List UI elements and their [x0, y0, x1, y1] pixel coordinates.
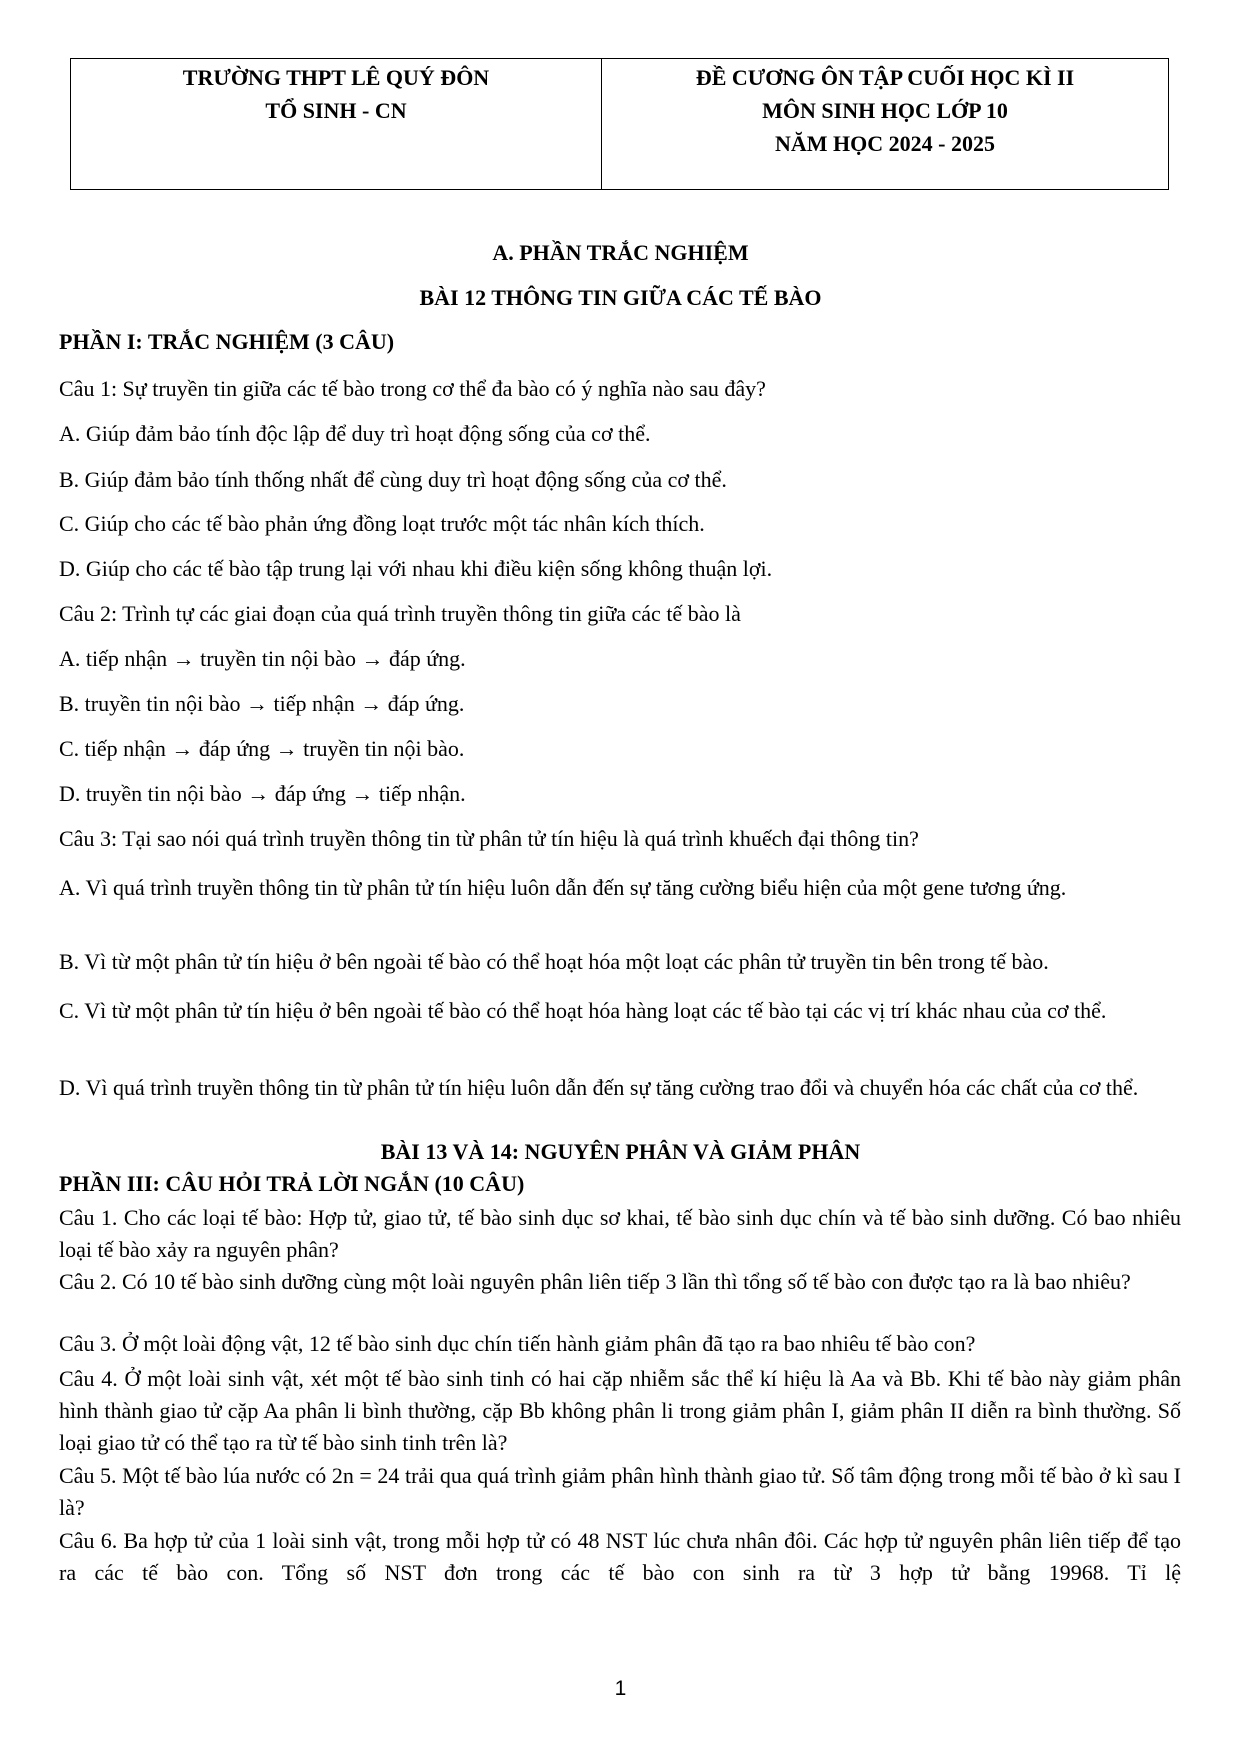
lesson13-q6: Câu 6. Ba hợp tử của 1 loài sinh vật, trong mỗi hợp tử có 48 NST lúc chưa nhân đôi. Các hợp tử nguyên phân liên tiếp để tạo ra các tế bào con. Tổng số NST đơn trong các tế bào con sinh ra từ 3 hợp tử bằng 19968. Tỉ lệ	[59, 1528, 1181, 1585]
school-year: NĂM HỌC 2024 - 2025	[775, 131, 995, 156]
lesson12-q3-option-b: B. Vì từ một phân tử tín hiệu ở bên ngoài tế bào có thể hoạt hóa một loạt các phân tử truyền tin bên trong tế bào.	[59, 949, 1049, 974]
lesson12-q3-option-d: D. Vì quá trình truyền thông tin từ phân tử tín hiệu luôn dẫn đến sự tăng cường trao đổi và chuyển hóa các chất của cơ thể.	[59, 1075, 1139, 1100]
header-title-cell	[602, 59, 1168, 189]
lesson12-q2-option-a: A. tiếp nhận → truyền tin nội bào → đáp ứng.	[59, 646, 466, 671]
header-school-cell	[71, 59, 602, 189]
lesson12-part-title: PHẦN I: TRẮC NGHIỆM (3 CÂU)	[59, 329, 395, 354]
section-a-heading: A. PHẦN TRẮC NGHIỆM	[492, 240, 749, 265]
subject-title: MÔN SINH HỌC LỚP 10	[762, 98, 1008, 123]
lesson13-q3: Câu 3. Ở một loài động vật, 12 tế bào sinh dục chín tiến hành giảm phân đã tạo ra bao nhiêu tế bào con?	[59, 1331, 976, 1356]
lesson12-q2-option-d: D. truyền tin nội bào → đáp ứng → tiếp nhận.	[59, 781, 466, 806]
lesson12-q1-option-d: D. Giúp cho các tế bào tập trung lại với nhau khi điều kiện sống không thuận lợi.	[59, 556, 773, 581]
lesson12-q3-option-a: A. Vì quá trình truyền thông tin từ phân tử tín hiệu luôn dẫn đến sự tăng cường biểu hiện của một gene tương ứng.	[59, 875, 1067, 900]
lesson12-q2-stem: Câu 2: Trình tự các giai đoạn của quá trình truyền thông tin giữa các tế bào là	[59, 601, 741, 626]
lesson13-q1: Câu 1. Cho các loại tế bào: Hợp tử, giao tử, tế bào sinh dục sơ khai, tế bào sinh dục chín và tế bào sinh dưỡng. Có bao nhiêu loại tế bào xảy ra nguyên phân?	[59, 1205, 1181, 1262]
department-name: TỔ SINH - CN	[265, 98, 407, 123]
lesson13-title: BÀI 13 VÀ 14: NGUYÊN PHÂN VÀ GIẢM PHÂN	[380, 1139, 861, 1164]
lesson13-q5: Câu 5. Một tế bào lúa nước có 2n = 24 trải qua quá trình giảm phân hình thành giao tử. Số tâm động trong mỗi tế bào ở kì sau I là?	[59, 1463, 1181, 1520]
lesson13-q2: Câu 2. Có 10 tế bào sinh dưỡng cùng một loài nguyên phân liên tiếp 3 lần thì tổng số tế bào con được tạo ra là bao nhiêu?	[59, 1269, 1131, 1294]
lesson12-q1-option-b: B. Giúp đảm bảo tính thống nhất để cùng duy trì hoạt động sống của cơ thể.	[59, 467, 727, 492]
lesson12-q1-option-c: C. Giúp cho các tế bào phản ứng đồng loạt trước một tác nhân kích thích.	[59, 511, 705, 536]
lesson13-q4: Câu 4. Ở một loài sinh vật, xét một tế bào sinh tinh có hai cặp nhiễm sắc thể kí hiệu là Aa và Bb. Khi tế bào này giảm phân hình thành giao tử cặp Aa phân li bình thường, cặp Bb không phân li trong giảm phân I, giảm phân II diễn ra bình thường. Số loại giao tử có thể tạo ra từ tế bào sinh tinh trên là?	[59, 1366, 1181, 1455]
lesson12-q3-stem: Câu 3: Tại sao nói quá trình truyền thông tin từ phân tử tín hiệu là quá trình khuếch đại thông tin?	[59, 826, 919, 851]
lesson12-q2-option-c: C. tiếp nhận → đáp ứng → truyền tin nội bào.	[59, 736, 465, 761]
lesson13-part-title: PHẦN III: CÂU HỎI TRẢ LỜI NGẮN (10 CÂU)	[59, 1171, 525, 1196]
header-table	[70, 58, 1169, 190]
lesson12-q1-option-a: A. Giúp đảm bảo tính độc lập để duy trì hoạt động sống của cơ thể.	[59, 421, 651, 446]
document-title: ĐỀ CƯƠNG ÔN TẬP CUỐI HỌC KÌ II	[695, 65, 1075, 90]
lesson12-q3-option-c: C. Vì từ một phân tử tín hiệu ở bên ngoài tế bào có thể hoạt hóa hàng loạt các tế bào tại các vị trí khác nhau của cơ thể.	[59, 998, 1107, 1023]
page-number: 1	[614, 1677, 627, 1700]
lesson12-q1-stem: Câu 1: Sự truyền tin giữa các tế bào trong cơ thể đa bào có ý nghĩa nào sau đây?	[59, 376, 766, 401]
school-name: TRƯỜNG THPT LÊ QUÝ ĐÔN	[182, 65, 490, 90]
lesson12-q2-option-b: B. truyền tin nội bào → tiếp nhận → đáp ứng.	[59, 691, 465, 716]
lesson12-title: BÀI 12 THÔNG TIN GIỮA CÁC TẾ BÀO	[419, 285, 822, 310]
